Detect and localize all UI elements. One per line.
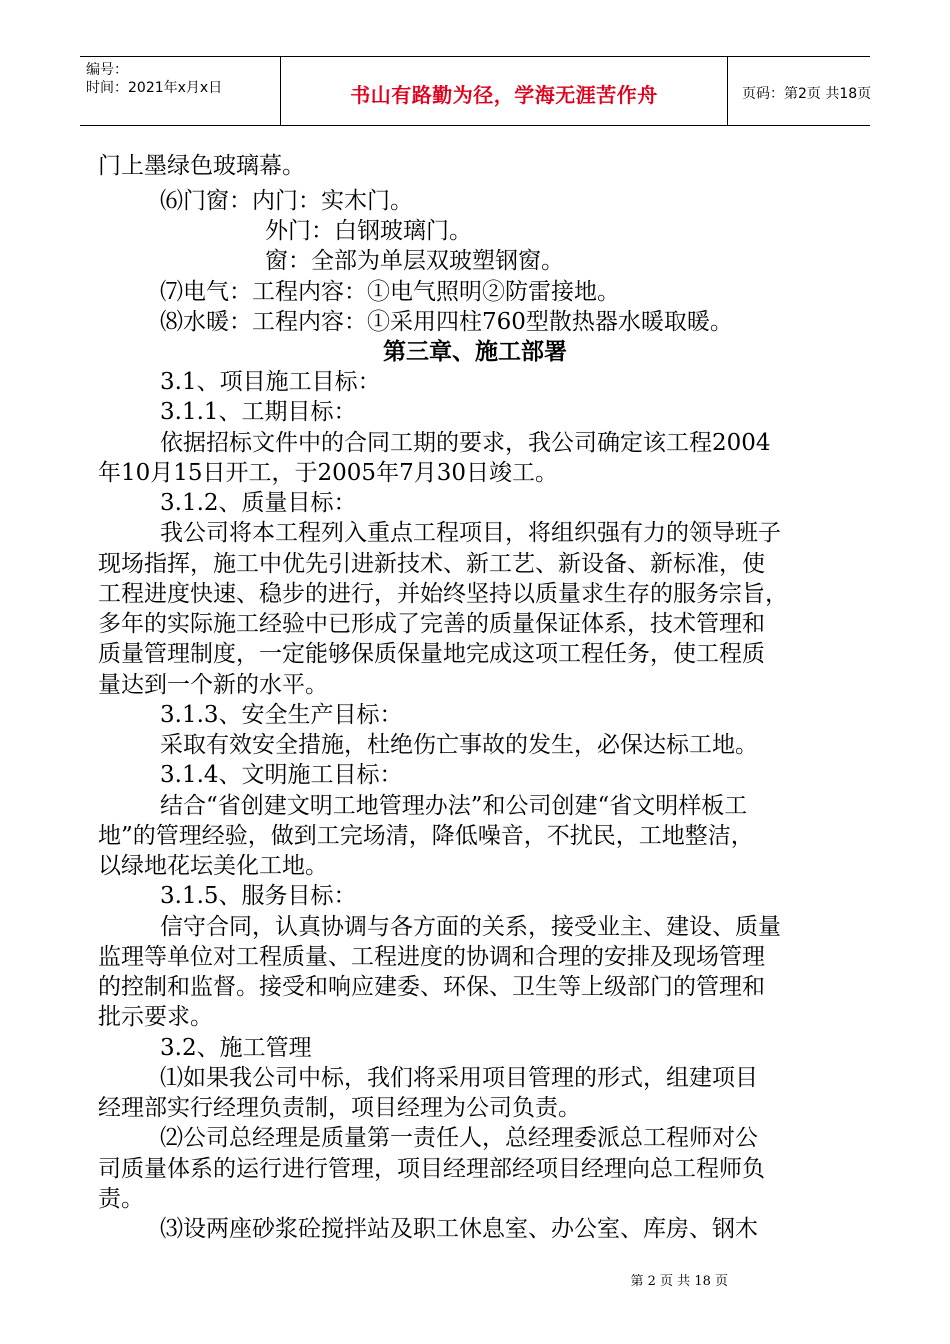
section-heading: 3.2、施工管理	[160, 1035, 312, 1061]
text-line: 现场指挥，施工中优先引进新技术、新工艺、新设备、新标准，使	[98, 551, 765, 577]
motto: 书山有路勤为径，学海无涯苦作舟	[350, 83, 658, 107]
text-line: 以绿地花坛美化工地。	[98, 853, 328, 879]
text-line: 采取有效安全措施，杜绝伤亡事故的发生，必保达标工地。	[160, 732, 758, 758]
text-line: 地”的管理经验，做到工完场清，降低噪音，不扰民，工地整洁，	[98, 823, 754, 849]
text-line: 的控制和监督。接受和响应建委、环保、卫生等上级部门的管理和	[98, 974, 765, 1000]
page-info: 页码：第2页 共18页	[742, 86, 872, 102]
text-line: 依据招标文件中的合同工期的要求，我公司确定该工程2004	[160, 430, 771, 456]
section-heading: 3.1.1、工期目标：	[160, 399, 357, 425]
text-line: 质量管理制度，一定能够保质保量地完成这项工程任务，使工程质	[98, 641, 765, 667]
section-heading: 3.1.5、服务目标：	[160, 883, 357, 909]
text-line: 责。	[98, 1186, 144, 1212]
text-line: 结合“省创建文明工地管理办法”和公司创建“省文明样板工	[160, 793, 748, 819]
text-line: 工程进度快速、稳步的进行，并始终坚持以质量求生存的服务宗旨，	[98, 581, 788, 607]
text-line: 我公司将本工程列入重点工程项目，将组织强有力的领导班子	[160, 520, 781, 546]
text-line: 窗：全部为单层双玻塑钢窗。	[265, 248, 564, 274]
header-page-cell	[726, 57, 870, 125]
section-heading: 3.1.2、质量目标：	[160, 490, 357, 516]
text-line: 量达到一个新的水平。	[98, 672, 328, 698]
text-line: 信守合同，认真协调与各方面的关系，接受业主、建设、质量	[160, 914, 781, 940]
text-line: ⑹门窗：内门：实木门。	[160, 188, 413, 214]
section-heading: 3.1.4、文明施工目标：	[160, 762, 403, 788]
text-line: 年10月15日开工，于2005年7月30日竣工。	[98, 460, 558, 486]
time-label: 时间：2021年x月x日	[86, 80, 223, 96]
header-meta	[80, 57, 280, 125]
section-heading: 3.1、项目施工目标：	[160, 369, 381, 395]
page-footer: 第 2 页 共 18 页	[630, 1274, 728, 1289]
text-line: ⑶设两座砂浆砼搅拌站及职工休息室、办公室、库房、钢木	[160, 1216, 758, 1242]
text-line: ⑴如果我公司中标，我们将采用项目管理的形式，组建项目	[160, 1065, 758, 1091]
text-line: 外门：白钢玻璃门。	[265, 218, 472, 244]
section-heading: 3.1.3、安全生产目标：	[160, 702, 403, 728]
chapter-heading: 第三章、施工部署	[383, 338, 567, 365]
text-line: 多年的实际施工经验中已形成了完善的质量保证体系，技术管理和	[98, 611, 765, 637]
text-line: 经理部实行经理负责制，项目经理为公司负责。	[98, 1095, 581, 1121]
text-line: 司质量体系的运行进行管理，项目经理部经项目经理向总工程师负	[98, 1156, 765, 1182]
text-line: ⑻水暖：工程内容：①采用四柱760型散热器水暖取暖。	[160, 309, 733, 335]
text-line: ⑵公司总经理是质量第一责任人，总经理委派总工程师对公	[160, 1125, 758, 1151]
number-label: 编号：	[86, 62, 128, 78]
text-line: ⑺电气：工程内容：①电气照明②防雷接地。	[160, 279, 620, 305]
text-line: 门上墨绿色玻璃幕。	[98, 153, 305, 179]
page-header	[80, 56, 870, 126]
text-line: 批示要求。	[98, 1004, 213, 1030]
text-line: 监理等单位对工程质量、工程进度的协调和合理的安排及现场管理	[98, 944, 765, 970]
header-motto-cell	[280, 57, 728, 125]
